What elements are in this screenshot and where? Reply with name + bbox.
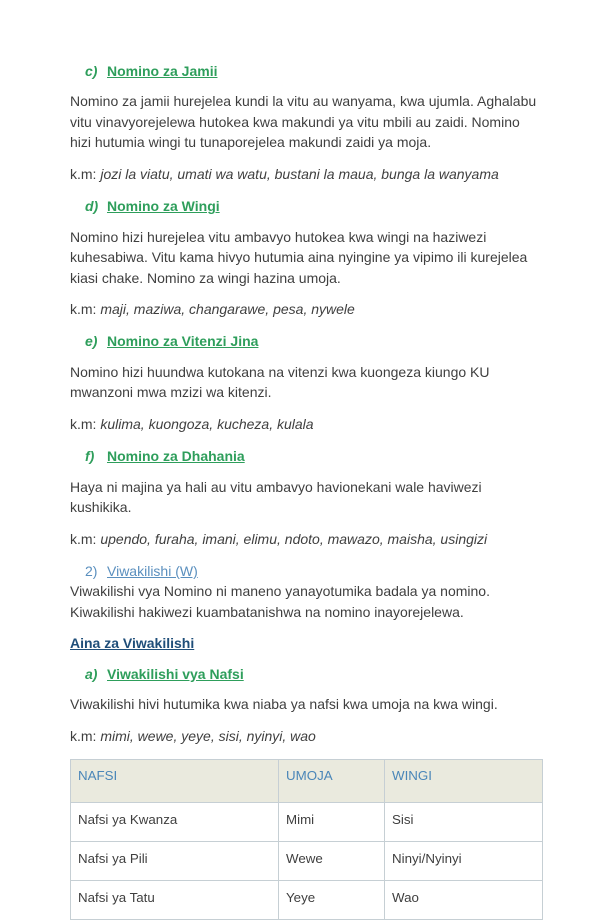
example-text: upendo, furaha, imani, elimu, ndoto, mawazo, maisha, usingizi xyxy=(100,530,488,547)
section-example-d xyxy=(70,299,542,319)
section-example-f xyxy=(70,529,542,549)
heading-text[interactable]: Nomino za Dhahania xyxy=(107,448,245,465)
section-body-f: Haya ni majina ya hali au vitu ambavyo havionekani wale haviwezi kushikika. xyxy=(70,478,482,516)
section-heading-c xyxy=(70,62,542,80)
table-cell: Nafsi ya Tatu xyxy=(71,881,279,920)
section-body-e: Nomino hizi huundwa kutokana na vitenzi kwa kuongeza kiungo KU mwanzoni mwa mzizi wa kitenzi. xyxy=(70,363,490,401)
section-body-d: Nomino hizi hurejelea vitu ambavyo hutokea kwa wingi na haziwezi kuhesabiwa. Vitu kama hivyo hutumia aina nyingine ya vipimo ili kurejelea kiasi chake. Nomino za wingi hazina umoja. xyxy=(70,228,528,286)
table-header-cell: UMOJA xyxy=(279,760,385,803)
section-example-c xyxy=(70,164,542,184)
heading-text[interactable]: Nomino za Wingi xyxy=(107,198,220,215)
heading-text[interactable]: Nomino za Vitenzi Jina xyxy=(107,333,259,350)
heading-text[interactable]: Nomino za Jamii xyxy=(107,63,218,79)
table-row xyxy=(71,881,543,920)
list-marker: 2) xyxy=(85,563,98,579)
example-label: k.m: xyxy=(70,727,97,744)
example-text: maji, maziwa, changarawe, pesa, nywele xyxy=(100,301,355,317)
subheading-aina-za-viwakilishi[interactable]: Aina za Viwakilishi xyxy=(70,635,195,652)
section-heading-d xyxy=(70,197,542,215)
example-text: jozi la viatu, umati wa watu, bustani la maua, bunga la wanyama xyxy=(100,165,499,182)
table-cell: Wao xyxy=(385,881,543,920)
example-label: k.m: xyxy=(70,530,97,547)
heading-text[interactable]: Viwakilishi vya Nafsi xyxy=(107,665,244,682)
table-cell: Mimi xyxy=(279,803,385,842)
list-marker: d) xyxy=(85,198,99,215)
section-heading-a-nafsi xyxy=(70,665,542,683)
section-example-e xyxy=(70,414,542,434)
table-header-cell: NAFSI xyxy=(71,760,279,803)
example-text: mimi, wewe, yeye, sisi, nyinyi, wao xyxy=(100,727,316,744)
list-marker: e) xyxy=(85,333,98,350)
table-row xyxy=(71,803,543,842)
example-label: k.m: xyxy=(70,415,97,432)
table-cell: Wewe xyxy=(279,842,385,881)
table-cell: Sisi xyxy=(385,803,543,842)
nafsi-table xyxy=(70,759,543,920)
table-row xyxy=(71,842,543,881)
table-header-row xyxy=(71,760,543,803)
list-marker: a) xyxy=(85,665,98,682)
list-marker: c) xyxy=(85,63,98,79)
section-heading-viwakilishi xyxy=(70,562,542,580)
example-label: k.m: xyxy=(70,165,97,182)
section-heading-e xyxy=(70,332,542,350)
example-label: k.m: xyxy=(70,301,97,317)
section-body-c: Nomino za jamii hurejelea kundi la vitu au wanyama, kwa ujumla. Aghalabu vitu vinavyorejelewa hutokea kwa makundi ya vitu mbili au zaidi. Nomino hizi hutumia wingi tu tunaporejelea makundi zaidi ya moja. xyxy=(70,93,537,151)
list-marker: f) xyxy=(85,448,95,465)
table-cell: Nafsi ya Kwanza xyxy=(71,803,279,842)
table-cell: Ninyi/Nyinyi xyxy=(385,842,543,881)
nafsi-body: Viwakilishi hivi hutumika kwa niaba ya nafsi kwa umoja na kwa wingi. xyxy=(70,696,498,713)
table-cell: Nafsi ya Pili xyxy=(71,842,279,881)
nafsi-example xyxy=(70,726,542,746)
viwakilishi-body: Viwakilishi vya Nomino ni maneno yanayotumika badala ya nomino. Kiwakilishi hakiwezi kuambatanishwa na nomino inayorejelewa. xyxy=(70,583,490,620)
table-header-cell: WINGI xyxy=(385,760,543,803)
section-heading-f xyxy=(70,447,542,465)
example-text: kulima, kuongoza, kucheza, kulala xyxy=(100,415,314,432)
table-cell: Yeye xyxy=(279,881,385,920)
heading-text[interactable]: Viwakilishi (W) xyxy=(107,563,198,579)
